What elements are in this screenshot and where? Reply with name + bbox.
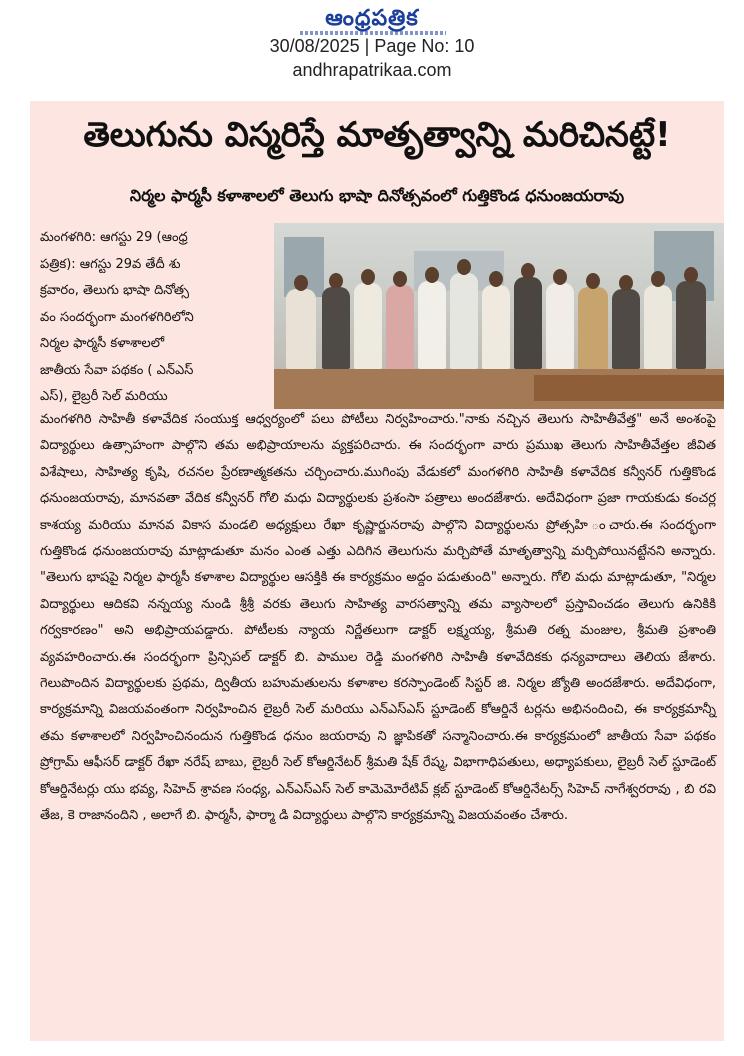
article-subheadline: నిర్మల ఫార్మసీ కళాశాలలో తెలుగు భాషా దినోత్సవంలో గుత్తికొండ ధనుంజయరావు (129, 186, 625, 205)
newspaper-logo: ఆంధ్రపత్రిక (325, 6, 419, 31)
article-clipping (30, 101, 724, 1041)
lead-line: పత్రిక): ఆగస్టు 29వ తేదీ శు (40, 256, 181, 272)
article-body: మంగళగిరి సాహితీ కళావేదిక సంయుక్త ఆధ్వర్యంలో పలు పోటీలు నిర్వహించారు."నాకు నచ్చిన తెలుగు సాహితీవేత్త" అనే అంశంపై విద్యార్థులు ఉత్సాహంగా పాల్గొని తమ అభిప్రాయాలను వ్యక్తపరిచారు. ఈ సందర్భంగా వారు ప్రముఖ తెలుగు సాహితీవేత్తల జీవిత విశేషాలు, సాహిత్య కృషి, రచనల ప్రేరణాత్మకతను చర్చించారు.ముగింపు వేడుకలో మంగళగిరి సాహితీ కళావేదిక కన్వీనర్ గుత్తికొండ ధనుంజయరావు, మానవతా వేదిక కన్వీనర్ గోలి మధు విద్యార్థులకు ప్రశంసా పత్రాలు అందజేశారు. అదేవిధంగా ప్రజా గాయకుడు కంచర్ల కాశయ్య మరియు మానవ వికాస మండలి అధ్యక్షులు రేఖా కృష్ణార్జునరావు పాల్గొని విద్యార్థులను ప్రోత్సహి ంచారు.ఈ సందర్భంగా గుత్తికొండ ధనుంజయరావు మాట్లాడుతూ మనం ఎంత ఎత్తు ఎదిగిన తెలుగును మర్చిపోతే మాతృత్వాన్ని మర్చిపోయినట్టేనని అన్నారు. "తెలుగు భాషపై నిర్మల ఫార్మసీ కళాశాల విద్యార్థుల ఆసక్తికి ఈ కార్యక్రమం అద్దం పడుతుంది" అన్నారు. గోలి మధు మాట్లాడుతూ, "నిర్మల విద్యార్థులు ఆదికవి నన్నయ్య నుండి శ్రీశ్రీ వరకు తెలుగు సాహిత్య వారసత్వాన్ని తమ వ్యాసాలలో ప్రస్తావించడం తెలుగు ఉనికికి గర్వకారణం" అని అభిప్రాయపడ్డారు. పోటీలకు న్యాయ నిర్ణేతలుగా డాక్టర్ లక్ష్మయ్య, శ్రీమతి రత్న మంజుల, శ్రీమతి ప్రశాంతి వ్యవహరించారు.ఈ సందర్భంగా ప్రిన్సిపల్ డాక్టర్ బి. పాముల రెడ్డి మంగళగిరి సాహితీ కళావేదికకు ధన్యవాదాలు తెలియ జేశారు. గెలుపొందిన విద్యార్థులకు ప్రథమ, ద్వితీయ బహుమతులను కళాశాల కరస్పాండెంట్ సిస్టర్ జి. నిర్మల జ్యోతి అందజేశారు. అదేవిధంగా, కార్యక్రమాన్ని విజయవంతంగా నిర్వహించిన లైబ్రరీ సెల్ మరియు ఎన్ఎస్ఎస్ స్టూడెంట్ కోఆర్డినే టర్లను అభినందించి, ఈ కార్యక్రమాన్నీ తమ కళాశాలలో నిర్వహించినందున గుత్తికొండ ధనుం జయరావు ని జ్ఞాపికతో సన్మానించారు.ఈ కార్యక్రమంలో జాతీయ సేవా పథకం ప్రోగ్రామ్ ఆఫీసర్ డాక్టర్ రేఖా నరేష్ బాబు, లైబ్రరీ సెల్ కోఆర్డినేటర్ శ్రీమతి షేక్ రేష్మ, విభాగాధిపతులు, అధ్యాపకులు, లైబ్రరీ సెల్ స్టూడెంట్ కోఆర్డినేటర్లు యు భవ్య, సిహెచ్ శ్రావణ సంధ్య, ఎన్ఎస్ఎస్ సెల్ కామెమోరేటివ్ క్లబ్ స్టూడెంట్ కోఆర్డినేటర్స్ సిహెచ్ నాగేశ్వరరావు , బి రవి తేజ, కె రాజానందిని , అలాగే బి. ఫార్మసీ, ఫార్మా డి విద్యార్థులు పాల్గొని కార్యక్రమాన్ని విజయవంతం చేశారు. (40, 412, 716, 824)
article-headline: తెలుగును విస్మరిస్తే మాతృత్వాన్ని మరిచినట్టే! (83, 115, 671, 155)
logo-tagline-graphic (300, 31, 446, 35)
lead-line: నిర్మల ఫార్మసీ కళాశాలలో (40, 336, 165, 351)
lead-line: ఎస్), లైబ్రరీ సెల్ మరియు (40, 389, 168, 404)
date-page-line: 30/08/2025 | Page No: 10 (269, 36, 475, 56)
article-lead-column (40, 225, 270, 411)
event-group-photo (274, 223, 724, 409)
lead-line: జాతీయ సేవా పథకం ( ఎన్ఎస్ (40, 362, 194, 378)
masthead (0, 0, 744, 92)
website-url: andhrapatrikaa.com (292, 60, 452, 80)
lead-line: మంగళగిరి: ఆగస్టు 29 (ఆంధ్ర (40, 230, 188, 245)
lead-line: వం సందర్భంగా మంగళగిరిలోని (40, 309, 194, 325)
lead-line: క్రవారం, తెలుగు భాషా దినోత్స (40, 283, 190, 298)
